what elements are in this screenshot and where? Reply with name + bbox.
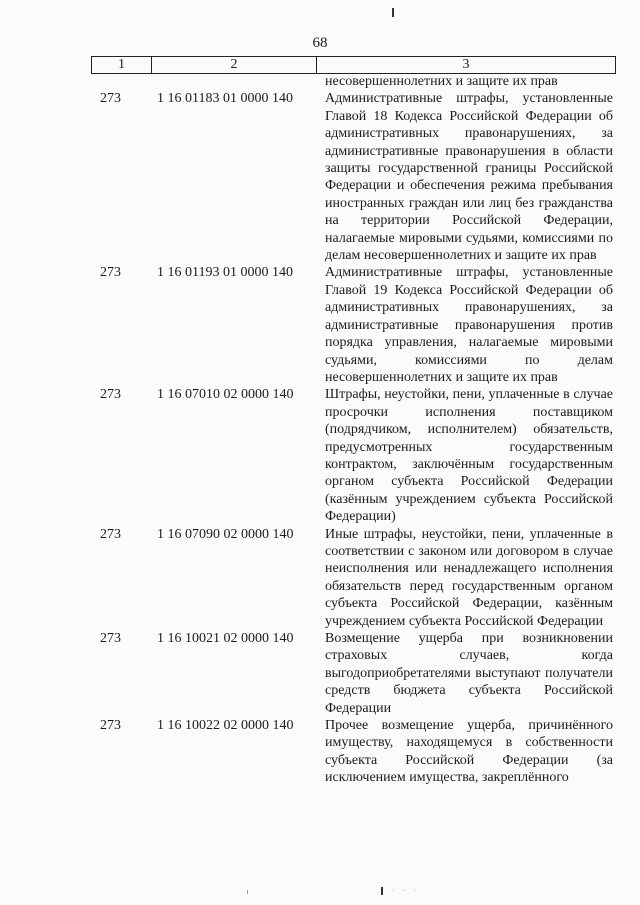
column-header-1: 1 [92, 57, 152, 73]
row-number: 273 [100, 387, 121, 403]
row-description: Возмещение ущерба при возникновении страховых случаев, когда выгодоприобретателями выступают получатели средств бюджета субъекта Российской Федерации [325, 631, 613, 716]
budget-code: 1 16 01193 01 0000 140 [157, 265, 293, 281]
table-header [91, 56, 616, 74]
row-number: 273 [100, 526, 121, 542]
page-number: 68 [312, 35, 328, 51]
budget-code: 1 16 07090 02 0000 140 [157, 526, 294, 542]
row-description: Административные штрафы, установленные Главой 18 Кодекса Российской Федерации об административных правонарушениях, за административные правонарушения в области защиты государственной границы Российской Федерации и обеспечения режима пребывания иностранных граждан или лиц без гражданства на территории Российской Федерации, налагаемые мировыми судьями, комиссиями по делам несовершеннолетних и защите их прав [325, 91, 613, 264]
row-number: 273 [100, 718, 121, 734]
row-description: Административные штрафы, установленные Главой 19 Кодекса Российской Федерации об административных правонарушениях, за административные правонарушения против порядка управления, налагаемые мировыми судьями, комиссиями по делам несовершеннолетних и защите их прав [325, 265, 613, 385]
table-row [0, 386, 640, 525]
scan-mark-top [392, 8, 394, 17]
row-description: Иные штрафы, неустойки, пени, уплаченные в соответствии с законом или договором в случае неисполнения или ненадлежащего исполнения обязательств перед государственным органом субъекта Российской Федерации, казённым учреждением субъекта Российской Федерации [325, 526, 613, 629]
table-row [0, 717, 640, 787]
budget-code: 1 16 10021 02 0000 140 [157, 631, 294, 646]
column-header-2: 2 [152, 57, 317, 73]
table-row [0, 526, 640, 630]
scan-dot-left [247, 890, 248, 894]
table-row [0, 264, 640, 386]
budget-code: 1 16 01183 01 0000 140 [157, 91, 293, 107]
row-number: 273 [100, 91, 121, 107]
table-row [0, 630, 640, 717]
row-description: Штрафы, неустойки, пени, уплаченные в случае просрочки исполнения поставщиком (подрядчиком, исполнителем) обязательств, предусмотренных государственным контрактом, заключённым государственным органом субъекта Российской Федерации (казённым учреждением субъекта Российской Федерации) [325, 387, 613, 525]
continuation-text: несовершеннолетних и защите их прав [325, 74, 558, 89]
table-body [0, 73, 640, 787]
row-number: 273 [100, 631, 121, 646]
row-description: Прочее возмещение ущерба, причинённого имуществу, находящемуся в собственности субъекта Российской Федерации (за исключением имущества, закреплённого [325, 718, 613, 786]
table-row-continuation [0, 73, 640, 90]
row-number: 273 [100, 265, 121, 281]
budget-code: 1 16 07010 02 0000 140 [157, 387, 294, 403]
table-row [0, 90, 640, 264]
budget-code: 1 16 10022 02 0000 140 [157, 718, 294, 734]
scan-dots-bottom: · · · [392, 886, 419, 895]
scan-mark-bottom [381, 887, 383, 895]
column-header-3: 3 [462, 57, 470, 72]
